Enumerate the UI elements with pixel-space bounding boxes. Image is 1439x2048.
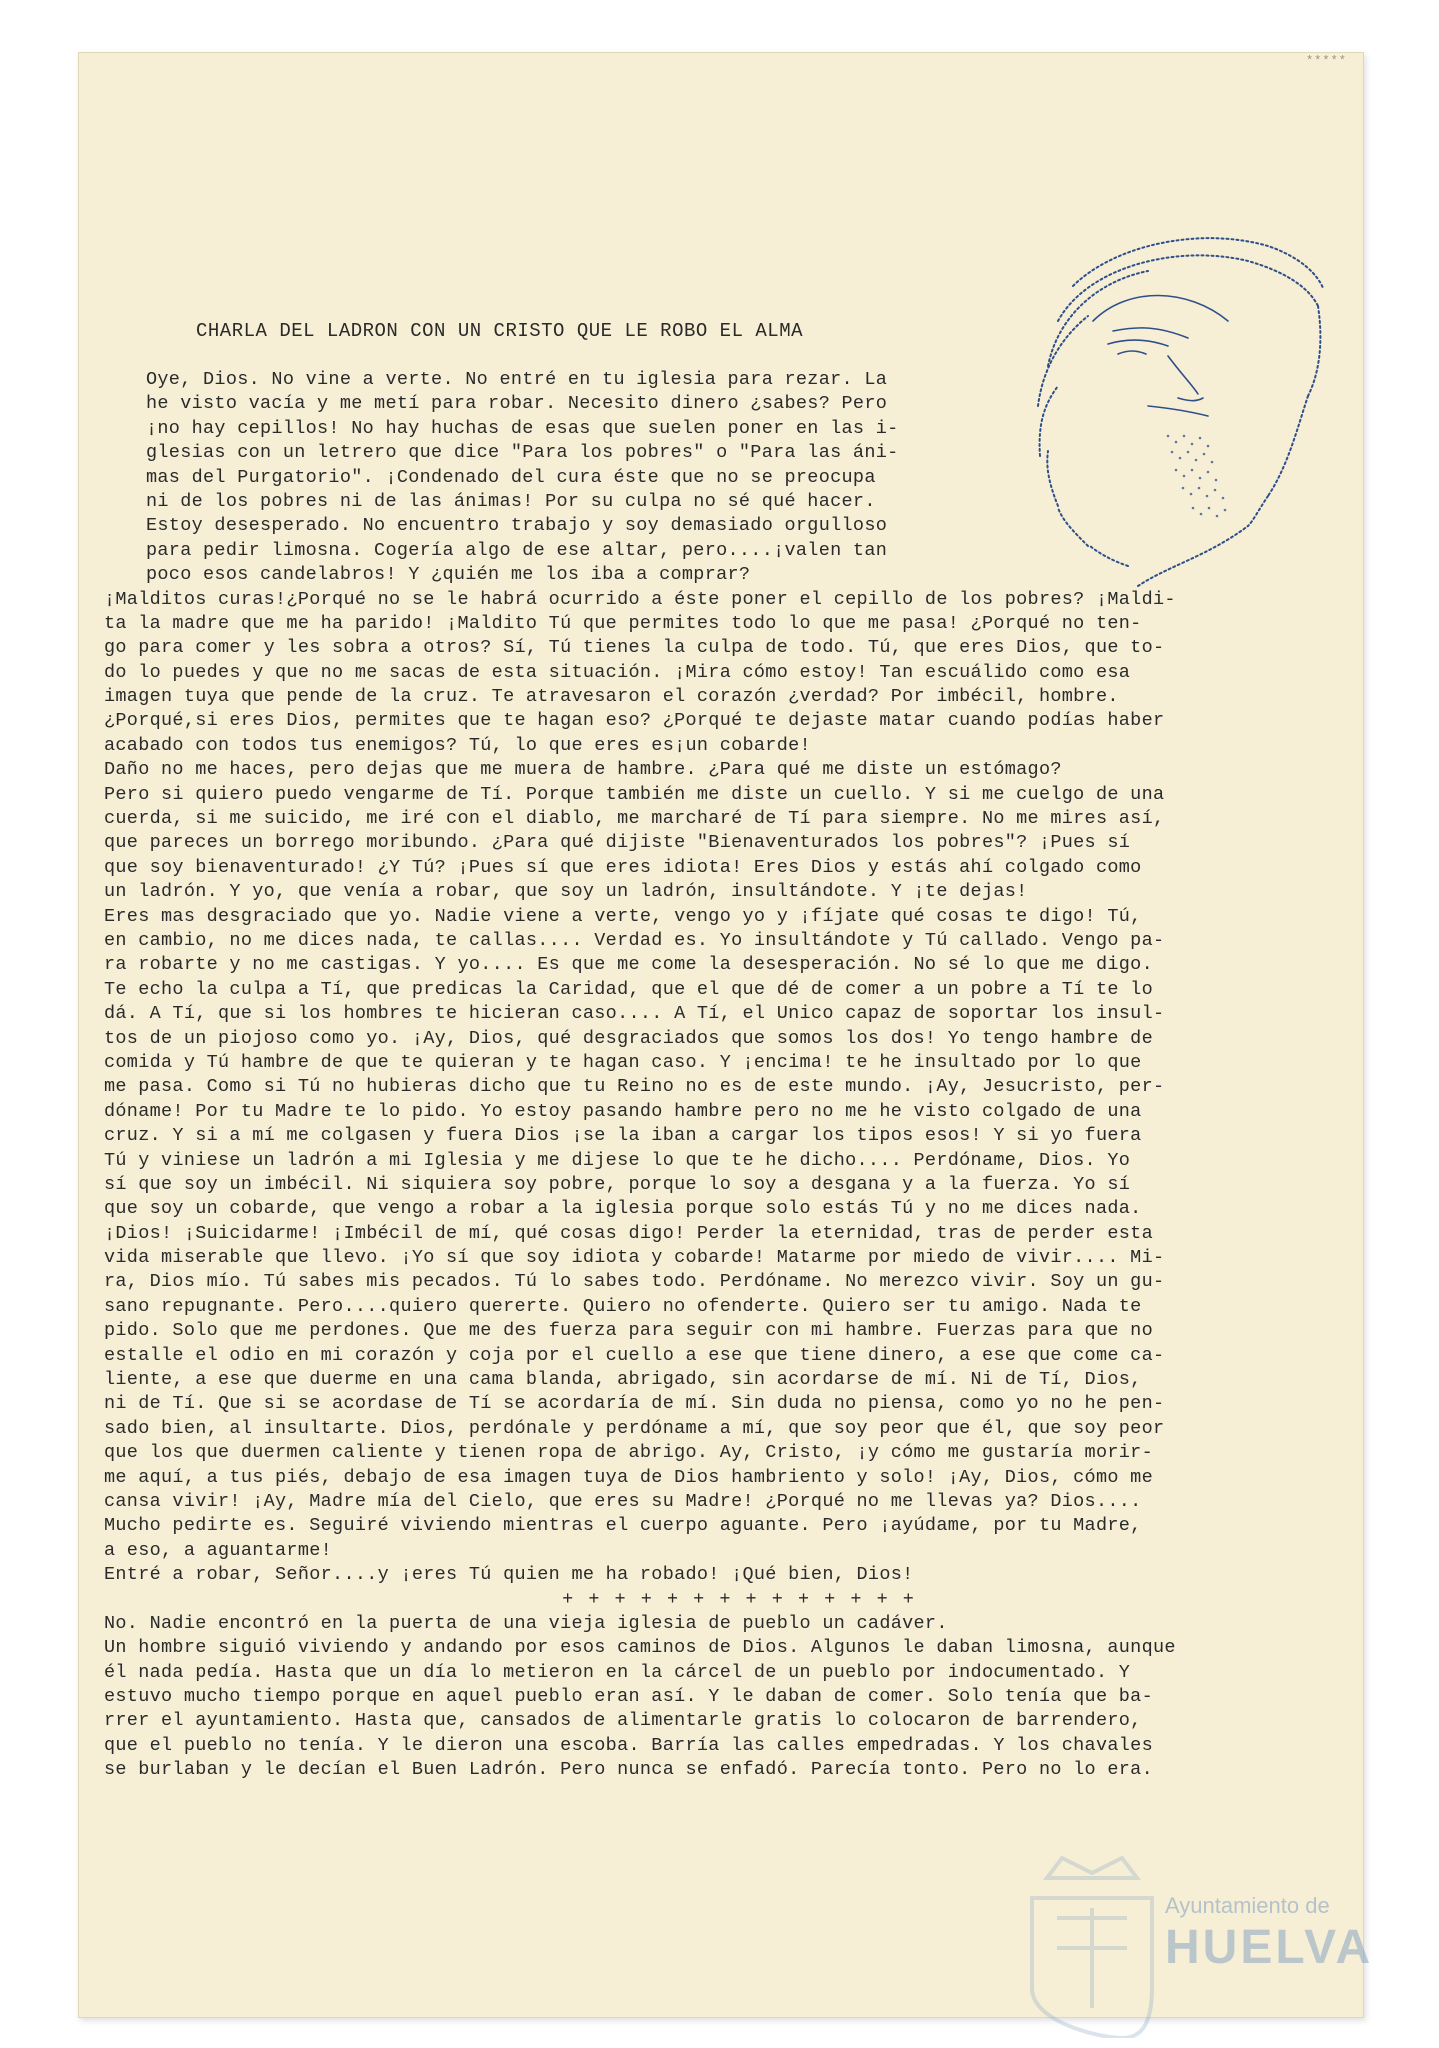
text-line: para pedir limosna. Cogería algo de ese altar, pero....¡valen tan bbox=[146, 539, 888, 561]
text-line: ra, Dios mío. Tú sabes mis pecados. Tú lo sabes todo. Perdóname. No merezco vivir. Soy un gu- bbox=[104, 1271, 1165, 1293]
text-line: ta la madre que me ha parido! ¡Maldito Tú que permites todo lo que me pasa! ¿Porqué no ten- bbox=[104, 612, 1142, 634]
text-line: Tú y viniese un ladrón a mi Iglesia y me dijese lo que te he dicho.... Perdóname, Dios. Yo bbox=[104, 1149, 1131, 1171]
text-line: Oye, Dios. No vine a verte. No entré en tu iglesia para rezar. La bbox=[146, 369, 888, 390]
text-line: Un hombre siguió viviendo y andando por esos caminos de Dios. Algunos le daban limosna, aunque bbox=[104, 1637, 1176, 1659]
text-line: ¿Porqué,si eres Dios, permites que te hagan eso? ¿Porqué te dejaste matar cuando podías haber bbox=[104, 710, 1165, 732]
text-line: un ladrón. Y yo, que venía a robar, que soy un ladrón, insultándote. Y ¡te dejas! bbox=[104, 881, 1028, 903]
text-line: Te echo la culpa a Tí, que predicas la Caridad, que el que dé de comer a un pobre a Tí te lo bbox=[104, 978, 1153, 1000]
text-line: que el pueblo no tenía. Y le dieron una escoba. Barría las calles empedradas. Y los chavales bbox=[104, 1734, 1153, 1756]
text-line: que soy bienaventurado! ¿Y Tú? ¡Pues sí que eres idiota! Eres Dios y estás ahí colgado como bbox=[104, 856, 1142, 878]
text-line: vida miserable que llevo. ¡Yo sí que soy idiota y cobarde! Matarme por miedo de vivir.... Mi- bbox=[104, 1247, 1165, 1269]
text-line: mas del Purgatorio". ¡Condenado del cura éste que no se preocupa bbox=[146, 466, 876, 488]
text-line: él nada pedía. Hasta que un día lo metieron en la cárcel de un pueblo por indocumentado. Y bbox=[104, 1661, 1131, 1683]
text-line: ni de los pobres ni de las ánimas! Por su culpa no sé qué hacer. bbox=[146, 490, 876, 512]
text-line: ¡no hay cepillos! No hay huchas de esas que suelen poner en las i- bbox=[146, 417, 899, 439]
epilogue-paragraph bbox=[104, 1612, 1334, 1783]
text-line: poco esos candelabros! Y ¿quién me los iba a comprar? bbox=[146, 564, 751, 586]
text-line: sado bien, al insultarte. Dios, perdónale y perdóname a mí, que soy peor que él, que soy peor bbox=[104, 1417, 1165, 1439]
text-line: Mucho pedirte es. Seguiré viviendo mientras el cuerpo aguante. Pero ¡ayúdame, por tu Madre, bbox=[104, 1515, 1142, 1537]
main-paragraphs bbox=[104, 588, 1334, 1588]
text-line: que pareces un borrego moribundo. ¿Para qué dijiste "Bienaventurados los pobres"? ¡Pues sí bbox=[104, 832, 1131, 854]
text-line: Daño no me haces, pero dejas que me muera de hambre. ¿Para qué me diste un estómago? bbox=[104, 759, 1062, 781]
text-line: sano repugnante. Pero....quiero quererte. Quiero no ofenderte. Quiero ser tu amigo. Nada te bbox=[104, 1295, 1142, 1317]
text-line: sí que soy un imbécil. Ni siquiera soy pobre, porque lo soy a desgana y a la fuerza. Yo sí bbox=[104, 1173, 1131, 1195]
text-line: que soy un cobarde, que vengo a robar a la iglesia porque solo estás Tú y no me dices nada. bbox=[104, 1198, 1142, 1220]
text-line: me pasa. Como si Tú no hubieras dicho que tu Reino no es de este mundo. ¡Ay, Jesucristo, per- bbox=[104, 1076, 1165, 1098]
text-line: a eso, a aguantarme! bbox=[104, 1539, 333, 1561]
corner-mark: ***** bbox=[1305, 54, 1347, 68]
text-line: ni de Tí. Que si se acordase de Tí se acordaría de mí. Sin duda no piensa, como yo no he pen- bbox=[104, 1393, 1165, 1415]
text-line: glesias con un letrero que dice "Para los pobres" o "Para las áni- bbox=[146, 442, 899, 464]
text-line: ¡Malditos curas!¿Porqué no se le habrá ocurrido a éste poner el cepillo de los pobres? ¡Maldi- bbox=[104, 588, 1176, 610]
text-line: se burlaban y le decían el Buen Ladrón. Pero nunca se enfadó. Parecía tonto. Pero no lo era. bbox=[104, 1759, 1153, 1781]
text-line: Pero si quiero puedo vengarme de Tí. Porque también me diste un cuello. Y si me cuelgo de una bbox=[104, 783, 1165, 805]
text-line: tos de un piojoso como yo. ¡Ay, Dios, qué desgraciados que somos los dos! Yo tengo hambre de bbox=[104, 1027, 1153, 1049]
text-line: en cambio, no me dices nada, te callas.... Verdad es. Yo insultándote y Tú callado. Vengo pa- bbox=[104, 929, 1165, 951]
text-line: rrer el ayuntamiento. Hasta que, cansados de alimentarle gratis lo colocaron de barrendero, bbox=[104, 1710, 1142, 1732]
text-line: imagen tuya que pende de la cruz. Te atravesaron el corazón ¿verdad? Por imbécil, hombre. bbox=[104, 686, 1119, 708]
text-line: go para comer y les sobra a otros? Sí, Tú tienes la culpa de todo. Tú, que eres Dios, que to- bbox=[104, 637, 1165, 659]
text-line: cruz. Y si a mí me colgasen y fuera Dios ¡se la iban a cargar los tipos esos! Y si yo fuera bbox=[104, 1125, 1142, 1147]
text-line: acabado con todos tus enemigos? Tú, lo que eres es¡un cobarde! bbox=[104, 734, 811, 756]
text-line: comida y Tú hambre de que te quieran y te hagan caso. Y ¡encima! te he insultado por lo que bbox=[104, 1051, 1142, 1073]
watermark-city: HUELVA bbox=[1165, 1921, 1374, 1974]
text-line: he visto vacía y me metí para robar. Necesito dinero ¿sabes? Pero bbox=[146, 393, 888, 415]
text-line: do lo puedes y que no me sacas de esta situación. ¡Mira cómo estoy! Tan escuálido como esa bbox=[104, 661, 1131, 683]
text-line: ra robarte y no me castigas. Y yo.... Es que me come la desesperación. No sé lo que me digo. bbox=[104, 954, 1153, 976]
text-line: estuvo mucho tiempo porque en aquel pueblo eran así. Y le daban de comer. Solo tenía que ba- bbox=[104, 1686, 1153, 1708]
text-line: dá. A Tí, que si los hombres te hicieran caso.... A Tí, el Unico capaz de soportar los insul- bbox=[104, 1003, 1165, 1025]
opening-paragraph bbox=[104, 368, 1334, 588]
text-line: estalle el odio en mi corazón y coja por el cuello a ese que tiene dinero, a ese que come ca- bbox=[104, 1344, 1165, 1366]
letter-body bbox=[104, 368, 1334, 1783]
text-line: Eres mas desgraciado que yo. Nadie viene a verte, vengo yo y ¡fíjate qué cosas te digo! Tú, bbox=[104, 905, 1142, 927]
text-line: Estoy desesperado. No encuentro trabajo y soy demasiado orgulloso bbox=[146, 515, 888, 537]
text-line: cuerda, si me suicido, me iré con el diablo, me marcharé de Tí para siempre. No me mires así, bbox=[104, 808, 1165, 830]
watermark-name: Ayuntamiento de bbox=[1165, 1893, 1330, 1918]
text-line: liente, a ese que duerme en una cama blanda, abrigado, sin acordarse de mí. Ni de Tí, Dios, bbox=[104, 1369, 1142, 1391]
text-line: me aquí, a tus piés, debajo de esa imagen tuya de Dios hambriento y solo! ¡Ay, Dios, cómo me bbox=[104, 1466, 1153, 1488]
text-line: que los que duermen caliente y tienen ropa de abrigo. Ay, Cristo, ¡y cómo me gustaría morir- bbox=[104, 1442, 1153, 1464]
page-title: CHARLA DEL LADRON CON UN CRISTO QUE LE ROBO EL ALMA bbox=[196, 320, 803, 342]
text-line: cansa vivir! ¡Ay, Madre mía del Cielo, que eres su Madre! ¿Porqué no me llevas ya? Dios.... bbox=[104, 1490, 1142, 1512]
text-line: ¡Dios! ¡Suicidarme! ¡Imbécil de mí, qué cosas digo! Perder la eternidad, tras de perder esta bbox=[104, 1222, 1153, 1244]
text-line: No. Nadie encontró en la puerta de una vieja iglesia de pueblo un cadáver. bbox=[104, 1612, 948, 1634]
text-line: Entré a robar, Señor....y ¡eres Tú quien me ha robado! ¡Qué bien, Dios! bbox=[104, 1564, 914, 1586]
section-separator: + + + + + + + + + + + + + + bbox=[562, 1588, 916, 1610]
text-line: dóname! Por tu Madre te lo pido. Yo estoy pasando hambre pero no me he visto colgado de una bbox=[104, 1100, 1142, 1122]
text-line: pido. Solo que me perdones. Que me des fuerza para seguir con mi hambre. Fuerzas para que no bbox=[104, 1320, 1153, 1342]
